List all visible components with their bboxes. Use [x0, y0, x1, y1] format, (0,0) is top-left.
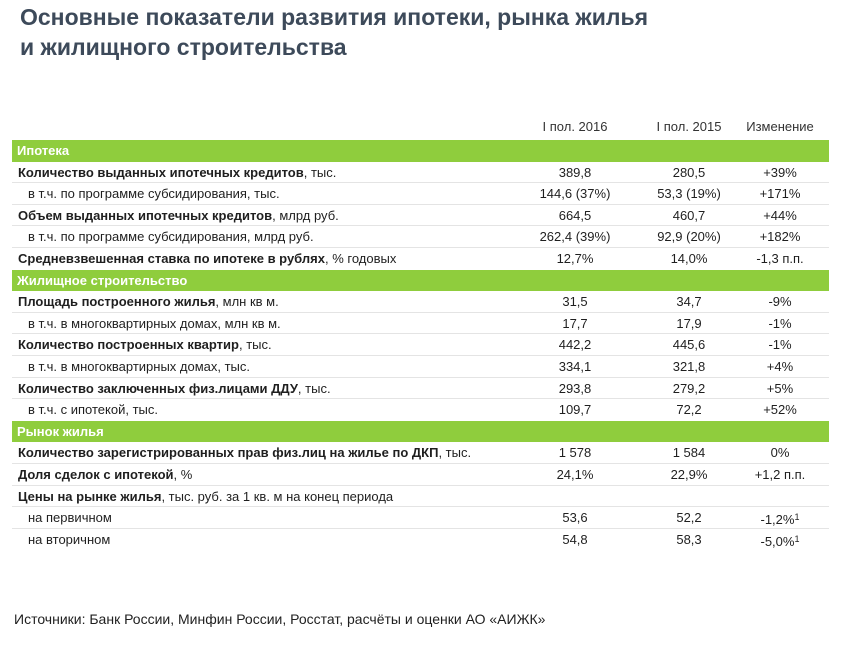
section-label: Ипотека [17, 143, 70, 158]
value-2016: 109,7 [558, 402, 592, 418]
row-label-text: в т.ч. в многоквартирных домах, тыс. [28, 358, 251, 374]
value-change [740, 529, 820, 553]
value-change [740, 183, 820, 205]
row-label-unit: , тыс. [297, 380, 331, 396]
table-row [12, 334, 829, 356]
value-2015: 280,5 [672, 164, 706, 180]
row-label-text: в т.ч. в многоквартирных домах, млн кв м. [28, 315, 281, 331]
row-label [18, 334, 272, 356]
value-2015: 52,2 [676, 510, 702, 526]
row-label-text: в т.ч. с ипотекой, тыс. [28, 402, 158, 418]
row-label-main: Количество построенных квартир [18, 337, 239, 353]
section-label: Рынок жилья [17, 423, 104, 439]
section-label: Жилищное строительство [17, 272, 188, 288]
row-label [28, 226, 314, 248]
row-label-text: в т.ч. по программе субсидирования, тыс. [28, 186, 280, 202]
value-change-text: -1,2% [760, 512, 795, 528]
value-change [740, 378, 820, 400]
table-row [12, 248, 829, 270]
row-label-main: Количество зарегистрированных прав физ.лиц на жилье по ДКП [18, 445, 439, 461]
value-2015: 14,0% [670, 250, 708, 266]
row-label [18, 378, 331, 400]
row-label-text: на вторичном [28, 531, 111, 547]
row-label-main: Средневзвешенная ставка по ипотеке в рублях [18, 250, 325, 266]
column-header-2015: I пол. 2015 [656, 119, 722, 134]
value-change-text: +171% [759, 186, 801, 202]
table-subrow [12, 399, 829, 421]
value-2016: 53,6 [562, 510, 588, 526]
value-change [740, 313, 820, 335]
row-label-unit: , млрд руб. [272, 207, 339, 223]
value-2016: 262,4 (39%) [539, 229, 611, 245]
table-row [12, 486, 829, 508]
value-change-text: -5,0% [760, 533, 795, 549]
value-2016: 144,6 (37%) [539, 186, 611, 202]
value-change-text: +52% [763, 402, 797, 418]
value-change-text: -1,3 п.п. [756, 250, 804, 266]
value-2015: 53,3 (19%) [657, 186, 721, 202]
sources-footnote: Источники: Банк России, Минфин России, Росстат, расчёты и оценки АО «АИЖК» [14, 611, 546, 627]
page-title-line-2: и жилищного строительства [20, 34, 347, 60]
page-title-line-1: Основные показатели развития ипотеки, рынка жилья [20, 4, 649, 30]
value-2016: 31,5 [562, 294, 588, 310]
row-label-main: Доля сделок с ипотекой [18, 466, 174, 482]
value-change-text: -1% [768, 315, 792, 331]
row-label [28, 529, 110, 551]
row-label-text: в т.ч. по программе субсидирования, млрд руб. [28, 229, 314, 245]
row-label [18, 248, 396, 270]
row-label-unit: , % [173, 466, 193, 482]
row-label-unit: , тыс. [238, 337, 272, 353]
row-label-unit: , тыс. руб. за 1 кв. м на конец периода [161, 488, 394, 504]
value-2015: 34,7 [676, 294, 702, 310]
row-label [18, 162, 336, 184]
row-label-unit: , % годовых [324, 250, 397, 266]
table-subrow [12, 226, 829, 248]
value-2015: 1 584 [672, 445, 706, 461]
table-subrow [12, 507, 829, 529]
value-change [740, 334, 820, 356]
row-label [28, 183, 280, 205]
value-2015: 460,7 [672, 207, 706, 223]
section-header [12, 421, 829, 443]
page-title [20, 2, 820, 62]
value-2015: 279,2 [672, 380, 706, 396]
row-label-main: Площадь построенного жилья [18, 294, 216, 310]
section-header [12, 270, 829, 292]
row-label [18, 291, 279, 313]
row-label-unit: , тыс. [303, 164, 337, 180]
table-row [12, 442, 829, 464]
value-change [740, 399, 820, 421]
section-header [12, 140, 829, 162]
column-headers [12, 119, 829, 139]
row-label-unit: , млн кв м. [215, 294, 279, 310]
value-change-text: -9% [768, 294, 792, 310]
value-change [740, 464, 820, 486]
value-change [740, 291, 820, 313]
table-subrow [12, 529, 829, 551]
value-2016: 17,7 [562, 315, 588, 331]
row-label-main: Количество заключенных физ.лицами ДДУ [18, 380, 298, 396]
value-2016: 334,1 [558, 358, 592, 374]
row-label-main: Объем выданных ипотечных кредитов [18, 207, 273, 223]
table-row [12, 205, 829, 227]
row-label [28, 356, 250, 378]
table-row [12, 378, 829, 400]
value-change-text: +44% [763, 207, 797, 223]
row-label-unit: , тыс. [438, 445, 472, 461]
row-label-text: на первичном [28, 510, 112, 526]
value-2016: 293,8 [558, 380, 592, 396]
value-change [740, 205, 820, 227]
value-change-text: +5% [766, 380, 794, 396]
footnote-marker: 1 [794, 533, 800, 544]
footnote-marker: 1 [794, 512, 800, 523]
value-change-text: 0% [770, 445, 790, 461]
value-2016: 54,8 [562, 531, 588, 547]
value-2015: 72,2 [676, 402, 702, 418]
value-change [740, 356, 820, 378]
table-subrow [12, 183, 829, 205]
value-2015: 58,3 [676, 531, 702, 547]
table-row [12, 162, 829, 184]
value-2016: 442,2 [558, 337, 592, 353]
value-change [740, 507, 820, 531]
table-row [12, 291, 829, 313]
row-label [18, 464, 192, 486]
value-2015: 17,9 [676, 315, 702, 331]
value-2015: 22,9% [670, 466, 708, 482]
row-label [18, 205, 339, 227]
indicators-table [12, 140, 829, 550]
row-label [18, 442, 471, 464]
value-change-text: +4% [766, 358, 794, 374]
value-change-text: +1,2 п.п. [754, 466, 806, 482]
value-2016: 24,1% [556, 466, 594, 482]
row-label [28, 399, 158, 421]
value-change [740, 226, 820, 248]
row-label [18, 486, 393, 508]
value-change-text: +182% [759, 229, 801, 245]
column-header-change: Изменение [746, 119, 814, 134]
row-label [28, 507, 112, 529]
value-change [740, 442, 820, 464]
row-label-main: Количество выданных ипотечных кредитов [18, 164, 304, 180]
value-change [740, 248, 820, 270]
value-2015: 92,9 (20%) [657, 229, 721, 245]
row-label [28, 313, 281, 335]
row-label-main: Цены на рынке жилья [18, 488, 162, 504]
value-2016: 664,5 [558, 207, 592, 223]
table-row [12, 464, 829, 486]
value-change-text: -1% [768, 337, 792, 353]
value-2016: 389,8 [558, 164, 592, 180]
value-2015: 445,6 [672, 337, 706, 353]
value-2015: 321,8 [672, 358, 706, 374]
table-subrow [12, 313, 829, 335]
value-change-text: +39% [763, 164, 797, 180]
value-2016: 1 578 [558, 445, 592, 461]
table-subrow [12, 356, 829, 378]
column-header-2016: I пол. 2016 [542, 119, 608, 134]
value-2016: 12,7% [556, 250, 594, 266]
value-change [740, 162, 820, 184]
